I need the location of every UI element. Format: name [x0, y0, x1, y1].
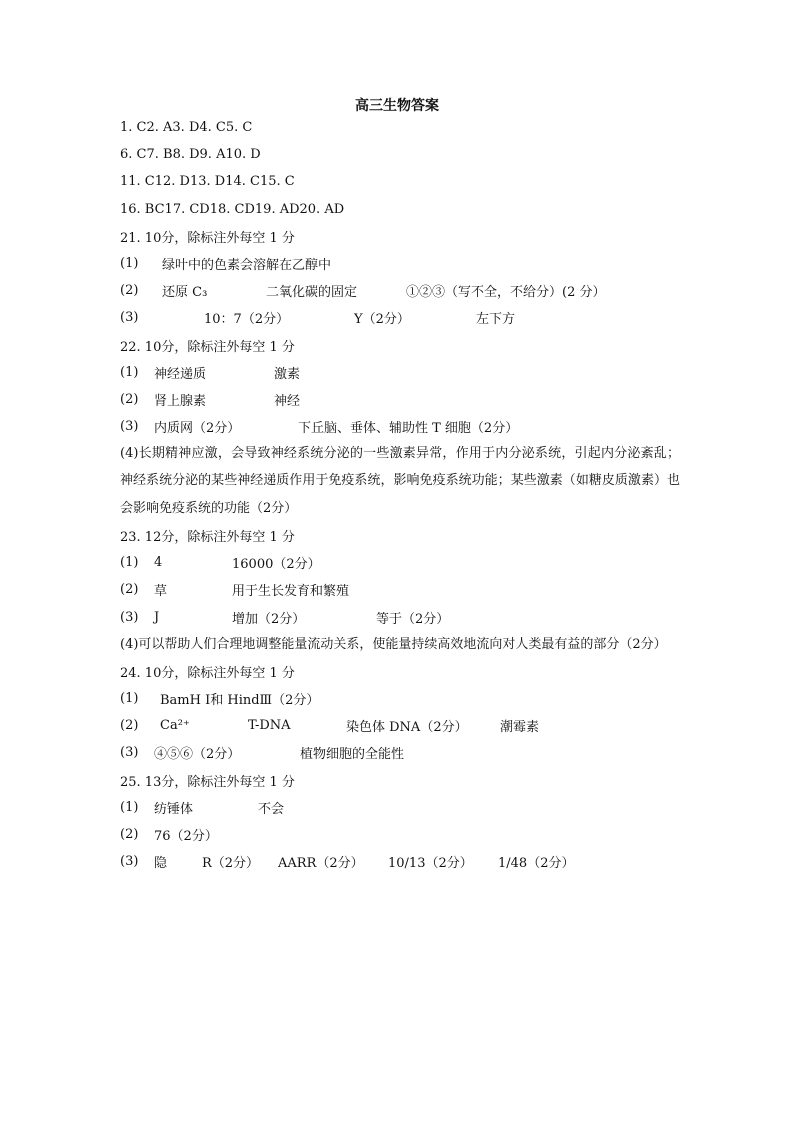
q25-part1-answer-b: 不会 [258, 801, 285, 817]
q23-part2-answer-b: 用于生长发育和繁殖 [232, 584, 350, 600]
q21-part2-answer-c: ①②③（写不全，不给分）(2 分） [406, 285, 606, 301]
q22-part1-number: (1) [120, 364, 139, 380]
q22-header: 22. 10分，除标注外每空 1 分 [120, 339, 295, 355]
q22-part3 [120, 413, 680, 440]
q24-part3 [120, 739, 680, 766]
q25-part3-number: (3) [120, 854, 139, 870]
q23-part3-answer-c: 等于（2分） [376, 611, 450, 627]
q21-part1-number: (1) [120, 256, 139, 272]
q25-part1 [120, 794, 680, 821]
q24-part3-answer-b: 植物细胞的全能性 [300, 747, 405, 763]
q22-part1 [120, 359, 680, 386]
q22-part2-answer-b: 神经 [274, 393, 301, 409]
mc-answers-1-5: 1. C2. A3. D4. C5. C [120, 120, 253, 136]
q23-part1 [120, 549, 680, 576]
q21-part2 [120, 277, 680, 304]
q22-part2-answer-a: 肾上腺素 [154, 393, 207, 409]
q23-part3 [120, 603, 680, 630]
q23-part2 [120, 576, 680, 603]
q24-header: 24. 10分，除标注外每空 1 分 [120, 665, 295, 681]
q23-part3-answer-b: 增加（2分） [232, 611, 306, 627]
q21-part2-answer-b: 二氧化碳的固定 [266, 285, 358, 301]
q21-header: 21. 10分，除标注外每空 1 分 [120, 230, 295, 246]
q21-part3-number: (3) [120, 310, 139, 326]
q24-part2-answer-a: Ca²⁺ [160, 718, 190, 734]
q24-part3-number: (3) [120, 745, 139, 761]
q24-part3-answer-a: ④⑤⑥（2分） [154, 747, 241, 763]
q24-part1 [120, 685, 680, 712]
q23-header: 23. 12分，除标注外每空 1 分 [120, 529, 295, 545]
mc-answers-11-15: 11. C12. D13. D14. C15. C [120, 174, 295, 190]
q23-part3-number: (3) [120, 609, 139, 625]
page-title: 高三生物答案 [355, 98, 439, 114]
q21-part1-answer: 绿叶中的色素会溶解在乙醇中 [162, 258, 332, 274]
q25-part3 [120, 848, 680, 875]
q21-part3-answer-c: 左下方 [476, 312, 516, 328]
q21-part3-answer-a: 10：7（2分） [204, 312, 290, 328]
q21-part3 [120, 304, 680, 331]
q22-part3-answer-a: 内质网（2分） [154, 421, 241, 437]
q23-part1-answer-b: 16000（2分） [232, 557, 321, 573]
q24-part2 [120, 712, 680, 739]
q25-part3-answer-b: R（2分） [202, 856, 260, 872]
q21-part2-answer-a: 还原 C₃ [162, 285, 208, 301]
q25-part2-number: (2) [120, 827, 139, 843]
mc-answers-6-10: 6. C7. B8. D9. A10. D [120, 147, 261, 163]
q23-part2-answer-a: 草 [154, 584, 168, 600]
q23-part2-number: (2) [120, 582, 139, 598]
q24-part2-number: (2) [120, 718, 139, 734]
q23-part1-answer-a: 4 [154, 555, 163, 571]
q22-part3-number: (3) [120, 419, 139, 435]
q24-part2-answer-d: 潮霉素 [500, 720, 540, 736]
q25-part1-number: (1) [120, 799, 139, 815]
q22-part3-answer-b: 下丘脑、垂体、辅助性 T 细胞（2分） [298, 421, 519, 437]
answer-lines [120, 114, 680, 875]
q24-part2-answer-c: 染色体 DNA（2分） [346, 720, 468, 736]
q23-part4-answer: (4)可以帮助人们合理地调整能量流动关系，使能量持续高效地流向对人类最有益的部分（2分） [120, 636, 667, 652]
q24-part1-answer: BamH Ⅰ和 HindⅢ（2分） [160, 693, 320, 709]
q25-part3-answer-d: 10/13（2分） [388, 856, 473, 872]
q21-part3-answer-b: Y（2分） [354, 312, 410, 328]
q25-header: 25. 13分，除标注外每空 1 分 [120, 774, 295, 790]
q22-part2 [120, 386, 680, 413]
q24-part1-number: (1) [120, 691, 139, 707]
q22-part1-answer-a: 神经递质 [154, 366, 207, 382]
q25-part3-answer-c: AARR（2分） [278, 856, 364, 872]
q23-part1-number: (1) [120, 555, 139, 571]
q23-part3-answer-a: J [154, 609, 160, 625]
mc-answers-16-20: 16. BC17. CD18. CD19. AD20. AD [120, 201, 345, 217]
q22-part1-answer-b: 激素 [274, 366, 301, 382]
q25-part3-answer-e: 1/48（2分） [498, 856, 575, 872]
q22-part2-number: (2) [120, 391, 139, 407]
q24-part2-answer-b: T-DNA [248, 718, 291, 734]
q25-part3-answer-a: 隐 [154, 856, 168, 872]
q25-part2-answer: 76（2分） [154, 829, 218, 845]
q25-part1-answer-a: 纺锤体 [154, 801, 194, 817]
q21-part2-number: (2) [120, 283, 139, 299]
q25-part2 [120, 821, 680, 848]
q21-part1 [120, 250, 680, 277]
q22-part4-answer: (4)长期精神应激，会导致神经系统分泌的一些激素异常，作用于内分泌系统，引起内分泌紊乱；神经系统分泌的某些神经递质作用于免疫系统，影响免疫系统功能；某些激素（如糖皮质激素）也会影响免疫系统的功能（2分） [120, 446, 680, 516]
